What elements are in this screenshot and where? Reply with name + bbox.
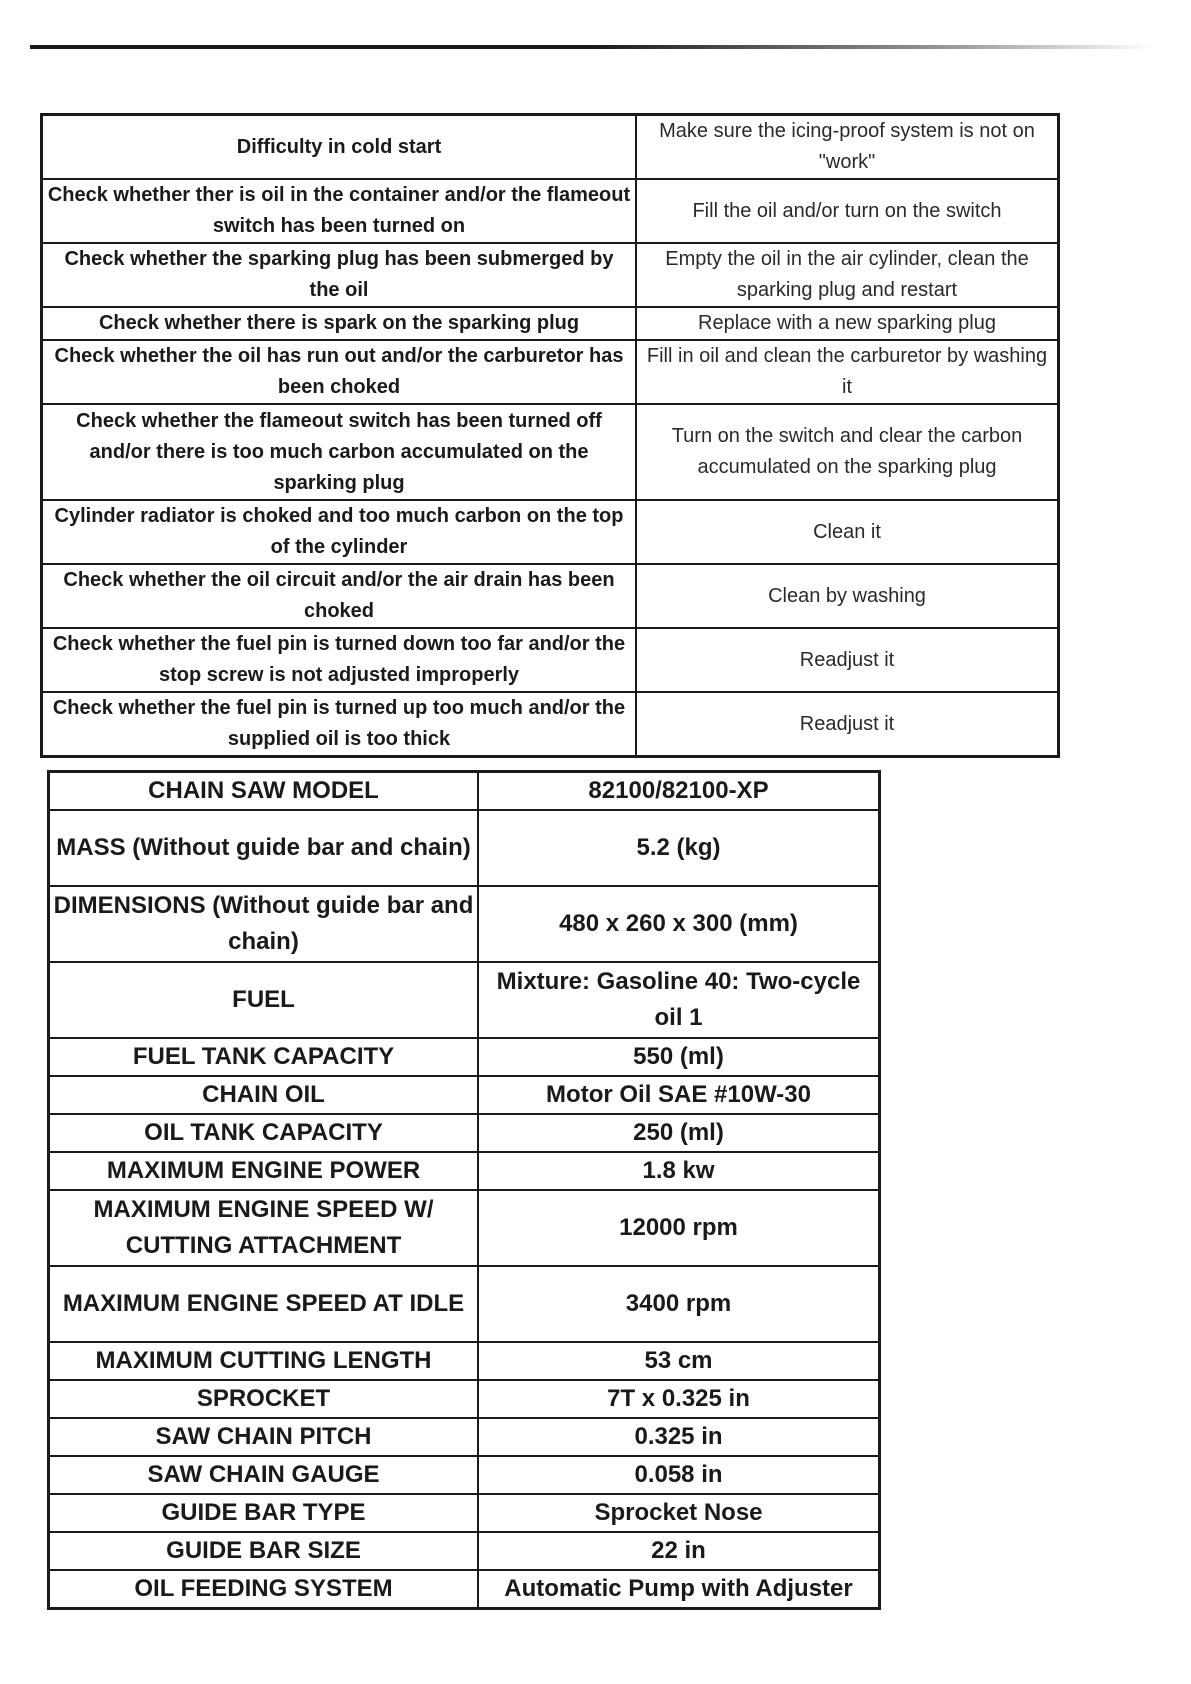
spec-label: SAW CHAIN PITCH <box>49 1418 479 1456</box>
table-row <box>49 886 880 962</box>
table-row <box>49 1114 880 1152</box>
table-row <box>49 962 880 1038</box>
spec-label: CHAIN OIL <box>49 1076 479 1114</box>
table-row <box>49 1342 880 1380</box>
table-row <box>42 340 1059 404</box>
table-row <box>42 179 1059 243</box>
spec-value: Motor Oil SAE #10W-30 <box>478 1076 880 1114</box>
table-row <box>49 1570 880 1609</box>
table-row <box>49 1418 880 1456</box>
table-row <box>49 1076 880 1114</box>
table-row <box>49 1380 880 1418</box>
cause-cell: Difficulty in cold start <box>42 115 637 180</box>
cause-cell: Cylinder radiator is choked and too much carbon on the top of the cylinder <box>42 500 637 564</box>
table-row <box>49 1266 880 1342</box>
spec-label: OIL TANK CAPACITY <box>49 1114 479 1152</box>
cause-cell: Check whether ther is oil in the container and/or the flameout switch has been turned on <box>42 179 637 243</box>
table-row <box>42 404 1059 500</box>
remedy-cell: Clean it <box>636 500 1059 564</box>
table-row <box>42 307 1059 340</box>
table-row <box>42 500 1059 564</box>
spec-label: MAXIMUM ENGINE SPEED W/ CUTTING ATTACHMENT <box>49 1190 479 1266</box>
table-row <box>49 1152 880 1190</box>
remedy-cell: Readjust it <box>636 692 1059 757</box>
spec-value: 480 x 260 x 300 (mm) <box>478 886 880 962</box>
spec-label: FUEL TANK CAPACITY <box>49 1038 479 1076</box>
spec-value: 0.058 in <box>478 1456 880 1494</box>
table-row <box>42 628 1059 692</box>
spec-value: 7T x 0.325 in <box>478 1380 880 1418</box>
remedy-cell: Replace with a new sparking plug <box>636 307 1059 340</box>
cause-cell: Check whether the oil has run out and/or the carburetor has been choked <box>42 340 637 404</box>
table-row <box>49 1190 880 1266</box>
table-row <box>42 115 1059 180</box>
table-row <box>42 692 1059 757</box>
spec-value: 3400 rpm <box>478 1266 880 1342</box>
spec-value: 0.325 in <box>478 1418 880 1456</box>
table-row <box>49 1038 880 1076</box>
specifications-table <box>47 770 881 1610</box>
remedy-cell: Fill in oil and clean the carburetor by washing it <box>636 340 1059 404</box>
spec-label: FUEL <box>49 962 479 1038</box>
spec-label: DIMENSIONS (Without guide bar and chain) <box>49 886 479 962</box>
troubleshooting-table <box>40 113 1060 758</box>
remedy-cell: Readjust it <box>636 628 1059 692</box>
spec-value: 250 (ml) <box>478 1114 880 1152</box>
remedy-cell: Make sure the icing-proof system is not on "work" <box>636 115 1059 180</box>
spec-label: CHAIN SAW MODEL <box>49 772 479 811</box>
spec-label: MAXIMUM ENGINE POWER <box>49 1152 479 1190</box>
cause-cell: Check whether the fuel pin is turned down too far and/or the stop screw is not adjusted improperly <box>42 628 637 692</box>
spec-label: GUIDE BAR TYPE <box>49 1494 479 1532</box>
cause-cell: Check whether the sparking plug has been submerged by the oil <box>42 243 637 307</box>
table-row <box>49 1456 880 1494</box>
table-row <box>49 810 880 886</box>
table-row <box>49 1494 880 1532</box>
spec-value: 5.2 (kg) <box>478 810 880 886</box>
spec-value: 22 in <box>478 1532 880 1570</box>
spec-value: Automatic Pump with Adjuster <box>478 1570 880 1609</box>
table-row <box>42 243 1059 307</box>
spec-value: 82100/82100-XP <box>478 772 880 811</box>
remedy-cell: Clean by washing <box>636 564 1059 628</box>
remedy-cell: Fill the oil and/or turn on the switch <box>636 179 1059 243</box>
spec-label: MASS (Without guide bar and chain) <box>49 810 479 886</box>
cause-cell: Check whether the oil circuit and/or the air drain has been choked <box>42 564 637 628</box>
spec-label: OIL FEEDING SYSTEM <box>49 1570 479 1609</box>
remedy-cell: Empty the oil in the air cylinder, clean the sparking plug and restart <box>636 243 1059 307</box>
spec-value: 12000 rpm <box>478 1190 880 1266</box>
table-row <box>49 772 880 811</box>
spec-label: SAW CHAIN GAUGE <box>49 1456 479 1494</box>
cause-cell: Check whether the flameout switch has been turned off and/or there is too much carbon accumulated on the sparking plug <box>42 404 637 500</box>
remedy-cell: Turn on the switch and clear the carbon accumulated on the sparking plug <box>636 404 1059 500</box>
cause-cell: Check whether there is spark on the sparking plug <box>42 307 637 340</box>
spec-label: MAXIMUM ENGINE SPEED AT IDLE <box>49 1266 479 1342</box>
spec-value: 53 cm <box>478 1342 880 1380</box>
spec-value: Mixture: Gasoline 40: Two-cycle oil 1 <box>478 962 880 1038</box>
cause-cell: Check whether the fuel pin is turned up too much and/or the supplied oil is too thick <box>42 692 637 757</box>
spec-label: SPROCKET <box>49 1380 479 1418</box>
spec-label: GUIDE BAR SIZE <box>49 1532 479 1570</box>
header-rule <box>30 45 1155 49</box>
spec-value: 1.8 kw <box>478 1152 880 1190</box>
spec-label: MAXIMUM CUTTING LENGTH <box>49 1342 479 1380</box>
spec-value: 550 (ml) <box>478 1038 880 1076</box>
spec-value: Sprocket Nose <box>478 1494 880 1532</box>
table-row <box>49 1532 880 1570</box>
table-row <box>42 564 1059 628</box>
